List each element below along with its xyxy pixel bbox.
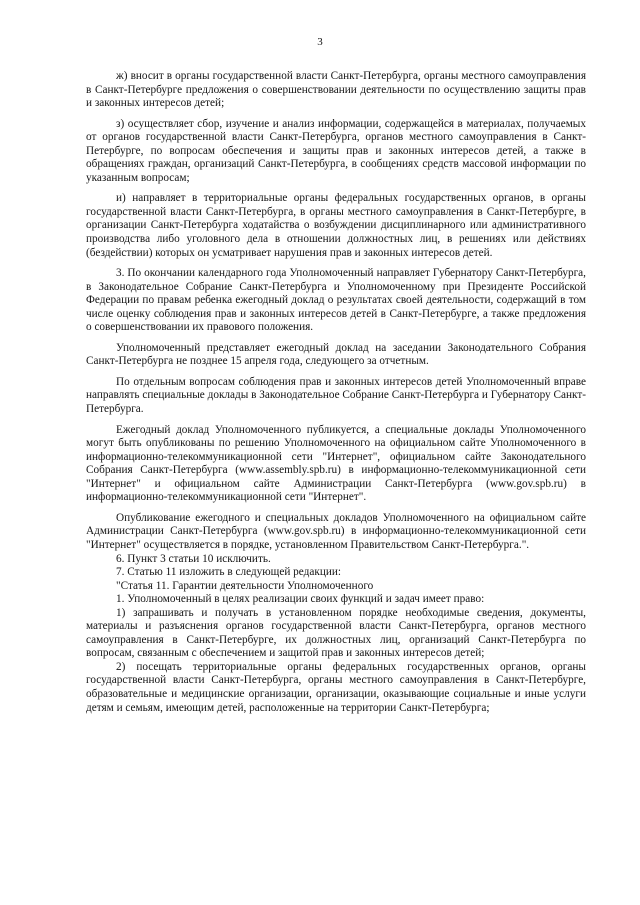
paragraph-item-3: 3. По окончании календарного года Уполномоченный направляет Губернатору Санкт-Петербурга, в Законодательное Собрание Санкт-Петербурга и Уполномоченному при Президенте Российской Федерации по правам ребенка ежегодный доклад о результатах своей деятельности, содержащий в том числе оценку соблюдения прав и законных интересов детей в Санкт-Петербурге, а также предложения о совершенствовании их правового положения. bbox=[86, 267, 586, 334]
paragraph-i: и) направляет в территориальные органы федеральных государственных органов, в органы государственной власти Санкт-Петербурга, в органы местного самоуправления в Санкт-Петербурге, в организации Санкт-Петербурга ходатайства о возбуждении дисциплинарного или административного производства либо уголовного дела в отношении должностных лиц, в решениях или действиях (бездействии) которых он усматривает нарушения прав и законных интересов детей. bbox=[86, 192, 586, 259]
paragraph-publication-order: Опубликование ежегодного и специальных докладов Уполномоченного на официальном сайте Администрации Санкт-Петербурга (www.gov.spb.ru) в информационно-телекоммуникационной сети "Интернет" осуществляется в порядке, установленном Правительством Санкт-Петербурга.". bbox=[86, 511, 586, 551]
paragraph-annual-report: Уполномоченный представляет ежегодный доклад на заседании Законодательного Собрания Санкт-Петербурга не позднее 15 апреля года, следующего за отчетным. bbox=[86, 341, 586, 368]
paragraph-right-2: 2) посещать территориальные органы федеральных государственных органов, органы государственной власти Санкт-Петербурга, органы местного самоуправления в Санкт-Петербурге, образовательные и медицинские организации, организации, оказывающие социальные и иные услуги детям и семьям, имеющим детей, расположенные на территории Санкт-Петербурга; bbox=[86, 660, 586, 714]
paragraph-special-reports: По отдельным вопросам соблюдения прав и законных интересов детей Уполномоченный вправе направлять специальные доклады в Законодательное Собрание Санкт-Петербурга и Губернатору Санкт-Петербурга. bbox=[86, 375, 586, 416]
article-11-title: "Статья 11. Гарантии деятельности Уполномоченного bbox=[116, 579, 374, 592]
page-number: 3 bbox=[317, 36, 323, 48]
paragraph-publication: Ежегодный доклад Уполномоченного публикуется, а специальные доклады Уполномоченного могут быть опубликованы по решению Уполномоченного на официальном сайте Уполномоченного в информационно-телекоммуникационной сети "Интернет", официальном сайте Законодательного Собрания Санкт-Петербурга (www.assembly.spb.ru) в информационно-телекоммуникационной сети "Интернет" и официальном сайте Администрации Санкт-Петербурга (www.gov.spb.ru) в информационно-телекоммуникационной сети "Интернет". bbox=[86, 423, 586, 504]
paragraph-z: з) осуществляет сбор, изучение и анализ информации, содержащейся в материалах, получаемых от органов государственной власти Санкт-Петербурга, органов местного самоуправления в Санкт-Петербурге, по вопросам обеспечения и защиты прав и законных интересов детей, а также в обращениях граждан, организаций Санкт-Петербурга, в сообщениях средств массовой информации по указанным вопросам; bbox=[86, 117, 586, 184]
paragraph-zh: ж) вносит в органы государственной власти Санкт-Петербурга, органы местного самоуправления в Санкт-Петербурге предложения о совершенствовании деятельности по осуществлению защиты прав и законных интересов детей; bbox=[86, 70, 586, 110]
paragraph-item-7: 7. Статью 11 изложить в следующей редакции: bbox=[116, 566, 342, 579]
paragraph-item-6: 6. Пункт 3 статьи 10 исключить. bbox=[116, 552, 271, 565]
document-body bbox=[86, 70, 586, 715]
paragraph-right-1: 1) запрашивать и получать в установленном порядке необходимые сведения, документы, материалы и разъяснения органов государственной власти Санкт-Петербурга, органов местного самоуправления в Санкт-Петербурге, их должностных лиц, организаций Санкт-Петербурга по вопросам, связанным с обеспечением и защитой прав и законных интересов детей; bbox=[86, 606, 586, 660]
paragraph-article-11-1: 1. Уполномоченный в целях реализации своих функций и задач имеет право: bbox=[116, 593, 485, 606]
